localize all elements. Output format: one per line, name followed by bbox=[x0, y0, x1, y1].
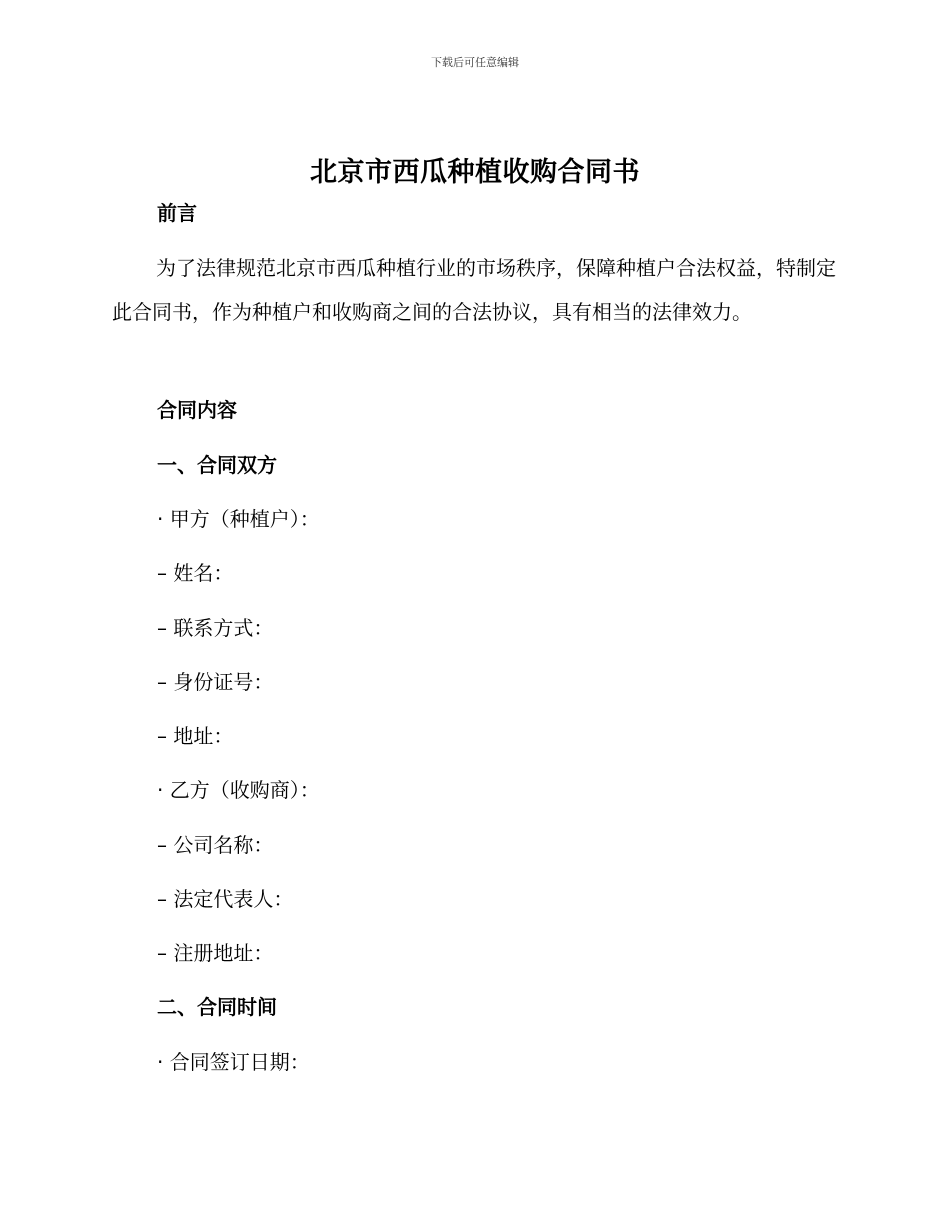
document-title: 北京市西瓜种植收购合同书 bbox=[310, 157, 640, 188]
preface-paragraph: 为了法律规范北京市西瓜种植行业的市场秩序，保障种植户合法权益，特制定此合同书，作为种植户和收购商之间的合法协议，具有相当的法律效力。 bbox=[112, 256, 836, 324]
party-a-contact-field: – 联系方式： bbox=[157, 616, 274, 640]
party-b-address-field: – 注册地址： bbox=[157, 941, 274, 965]
party-a-id-field: – 身份证号： bbox=[157, 670, 274, 694]
party-a-name-field: – 姓名： bbox=[157, 561, 234, 585]
party-a-address-field: – 地址： bbox=[157, 724, 234, 748]
sign-date-field: · 合同签订日期： bbox=[157, 1050, 310, 1074]
party-b-label: · 乙方（收购商）： bbox=[157, 778, 320, 802]
party-b-representative-field: – 法定代表人： bbox=[157, 887, 294, 911]
party-b-company-field: – 公司名称： bbox=[157, 833, 274, 857]
contract-content-heading: 合同内容 bbox=[157, 398, 237, 422]
section-time-heading: 二、合同时间 bbox=[157, 995, 277, 1019]
preface-heading: 前言 bbox=[157, 201, 197, 225]
header-note: 下载后可任意编辑 bbox=[431, 56, 519, 69]
party-a-label: · 甲方（种植户）： bbox=[157, 507, 320, 531]
section-parties-heading: 一、合同双方 bbox=[157, 453, 277, 477]
